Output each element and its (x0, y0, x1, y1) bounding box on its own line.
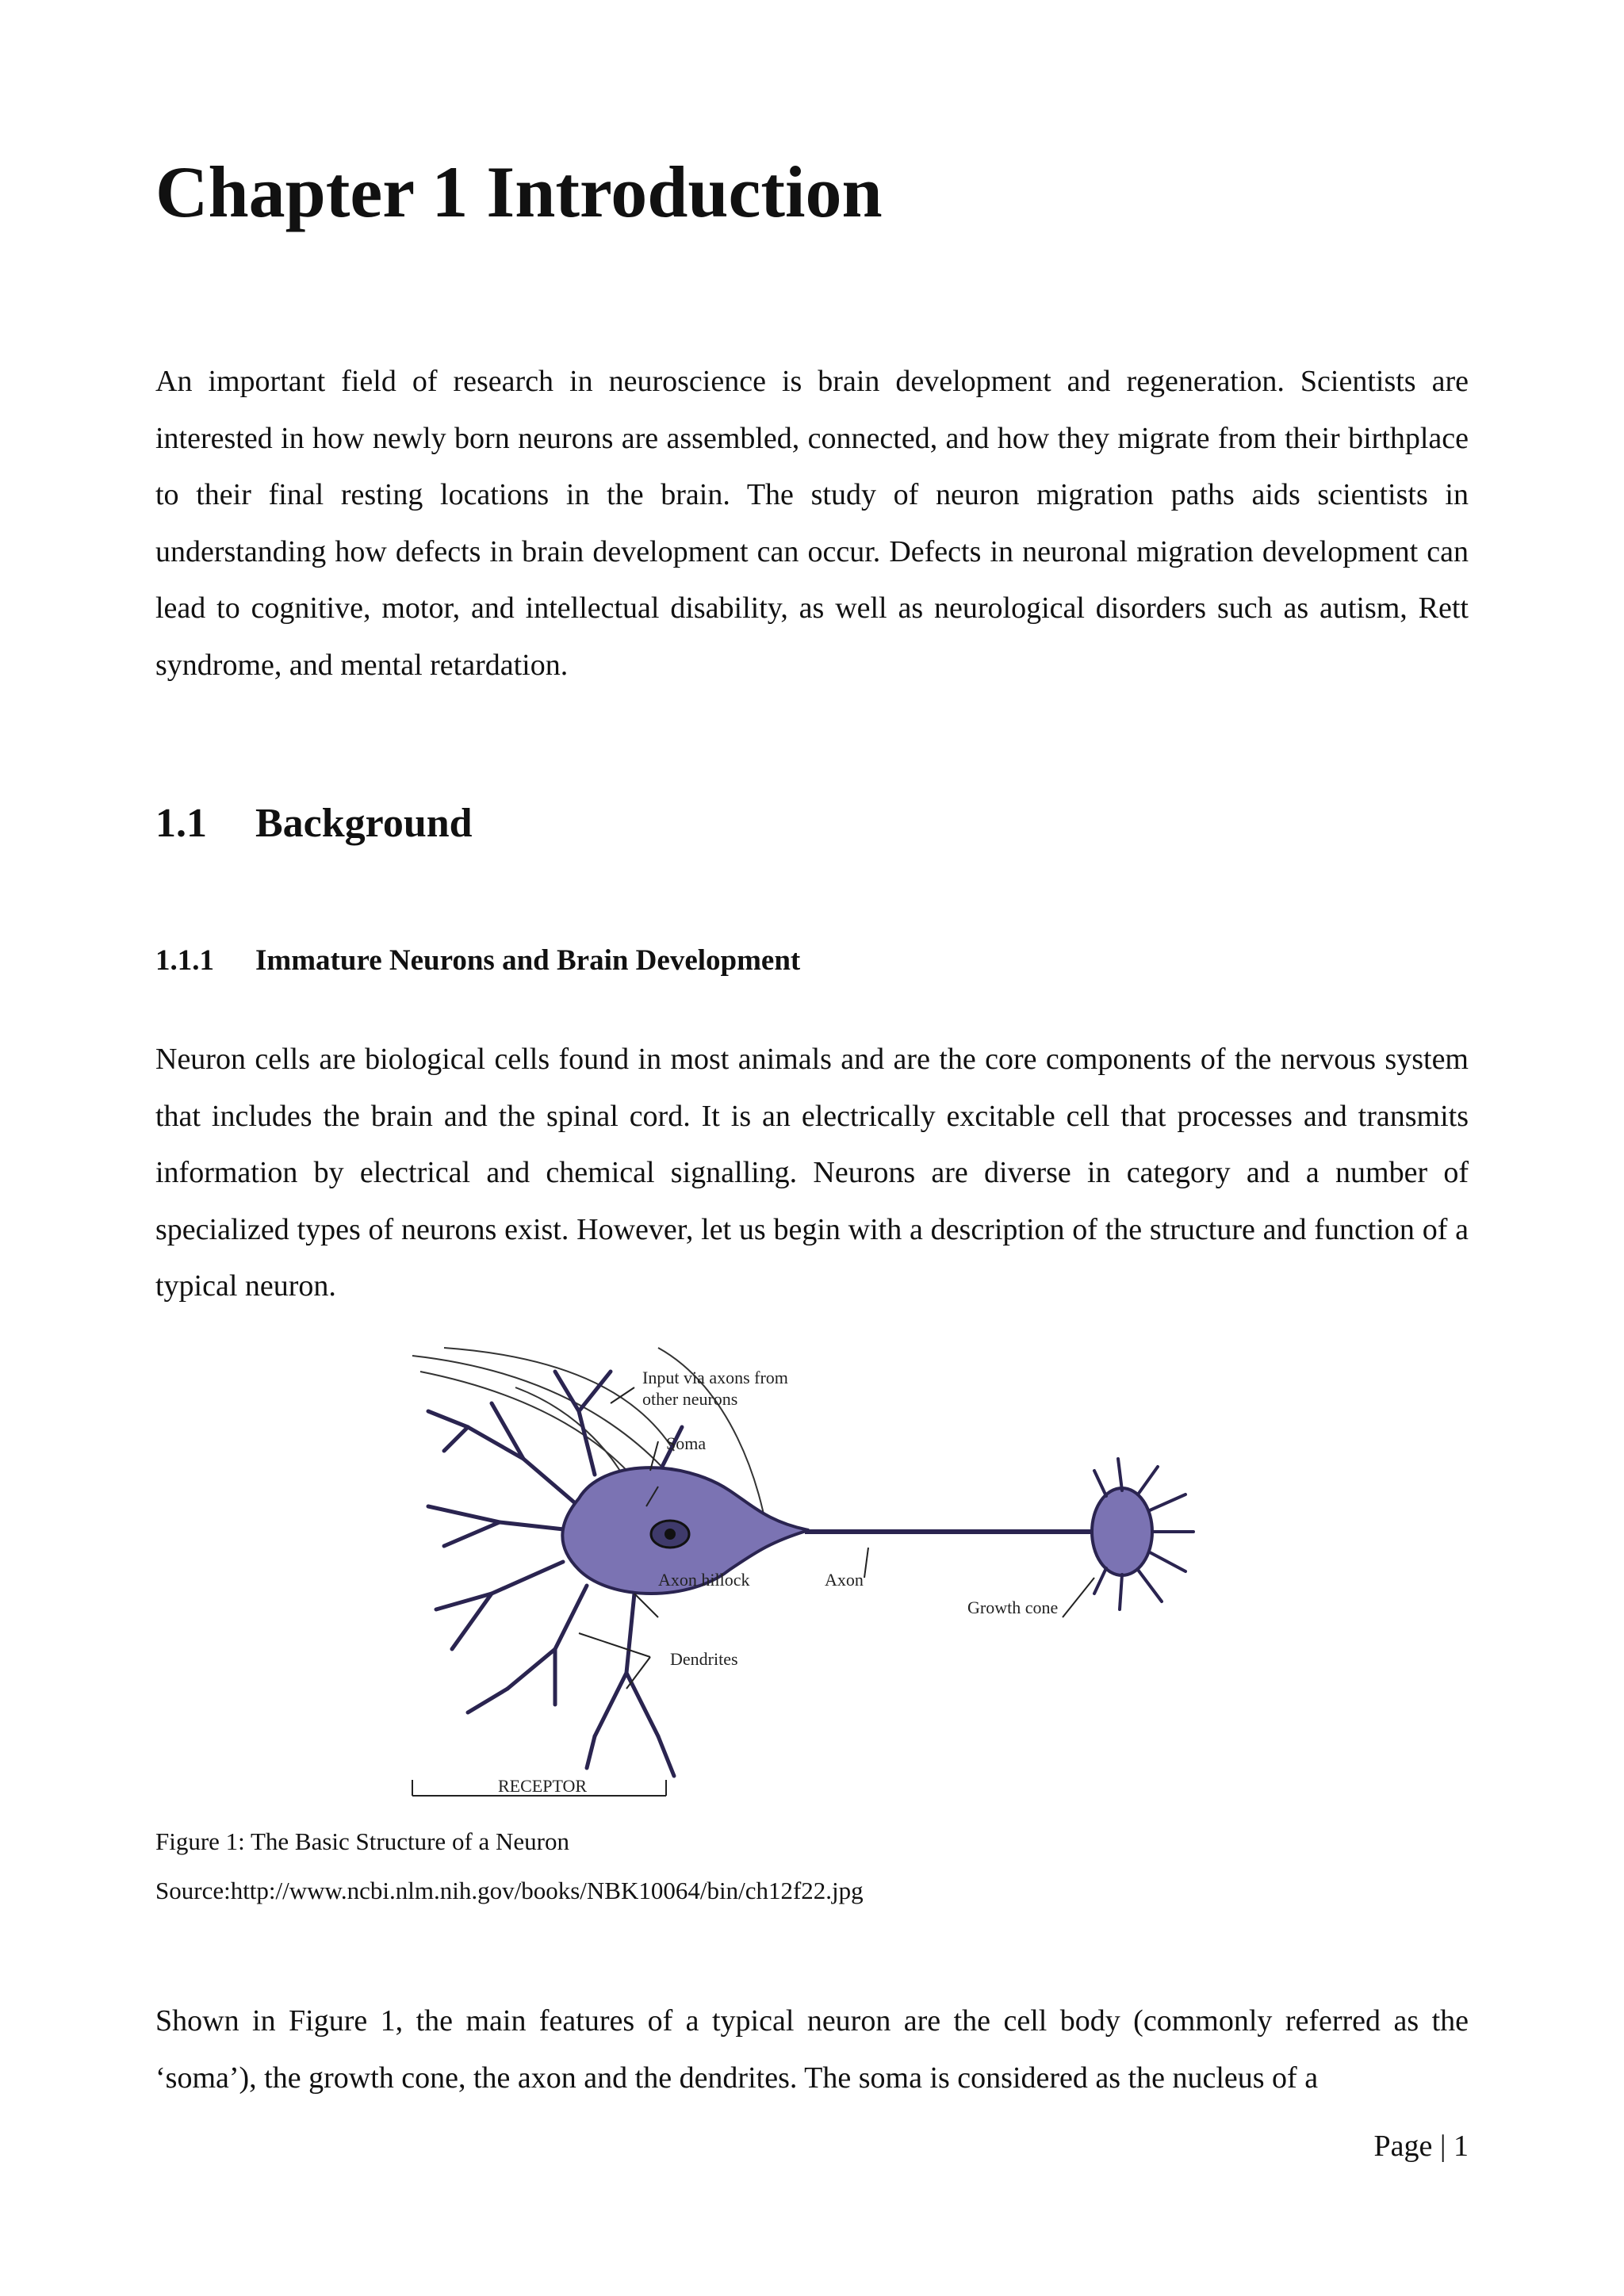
neuron-figure (396, 1340, 1237, 1808)
figure-paragraph: Shown in Figure 1, the main features of a typical neuron are the cell body (commonly referred as the ‘soma’), the growth cone, the axon and the dendrites. The soma is considered as the nucleus of a (155, 2004, 1469, 2095)
subsection-title: Immature Neurons and Brain Development (255, 944, 801, 977)
subsection-heading (155, 945, 800, 978)
label-input-line2: other neurons (642, 1389, 738, 1409)
nucleolus (665, 1529, 676, 1540)
section-number: 1.1 (155, 801, 207, 846)
chapter-title: Chapter 1 Introduction (155, 151, 883, 232)
growth-cone (1092, 1459, 1193, 1609)
label-growth-cone: Growth cone (967, 1598, 1059, 1617)
label-receptor: RECEPTOR (498, 1776, 588, 1796)
label-dendrites: Dendrites (670, 1649, 738, 1669)
label-soma: Soma (666, 1433, 707, 1453)
subsection-number: 1.1.1 (155, 944, 214, 977)
figure-source: Source:http://www.ncbi.nlm.nih.gov/books/NBK10064/bin/ch12f22.jpg (155, 1877, 864, 1904)
neuron-paragraph: Neuron cells are biological cells found in most animals and are the core components of the nervous system that includes the brain and the spinal cord. It is an electrically excitable cell that processes and transmits information by electrical and chemical signalling. Neurons are diverse in category and a number of specialized types of neurons exist. However, let us begin with a description of the structure and function of a typical neuron. (155, 1043, 1469, 1303)
label-axon: Axon (825, 1570, 864, 1590)
figure-caption: Figure 1: The Basic Structure of a Neuron (155, 1827, 569, 1855)
neuron-diagram (396, 1340, 1237, 1808)
page-number: Page | 1 (1373, 2130, 1469, 2163)
section-title: Background (255, 801, 473, 846)
intro-paragraph: An important field of research in neuroscience is brain development and regeneration. Scientists are interested in how newly born neurons are assembled, connected, and how they migrate from their birthplace to their final resting locations in the brain. The study of neuron migration paths aids scientists in understanding how defects in brain development can occur. Defects in neuronal migration development can lead to cognitive, motor, and intellectual disability, as well as neurological disorders such as autism, Rett syndrome, and mental retardation. (155, 365, 1469, 682)
label-pointers (412, 1387, 1094, 1796)
section-heading (155, 801, 473, 846)
label-input-line1: Input via axons from (642, 1368, 788, 1387)
label-axon-hillock: Axon hillock (658, 1570, 750, 1590)
